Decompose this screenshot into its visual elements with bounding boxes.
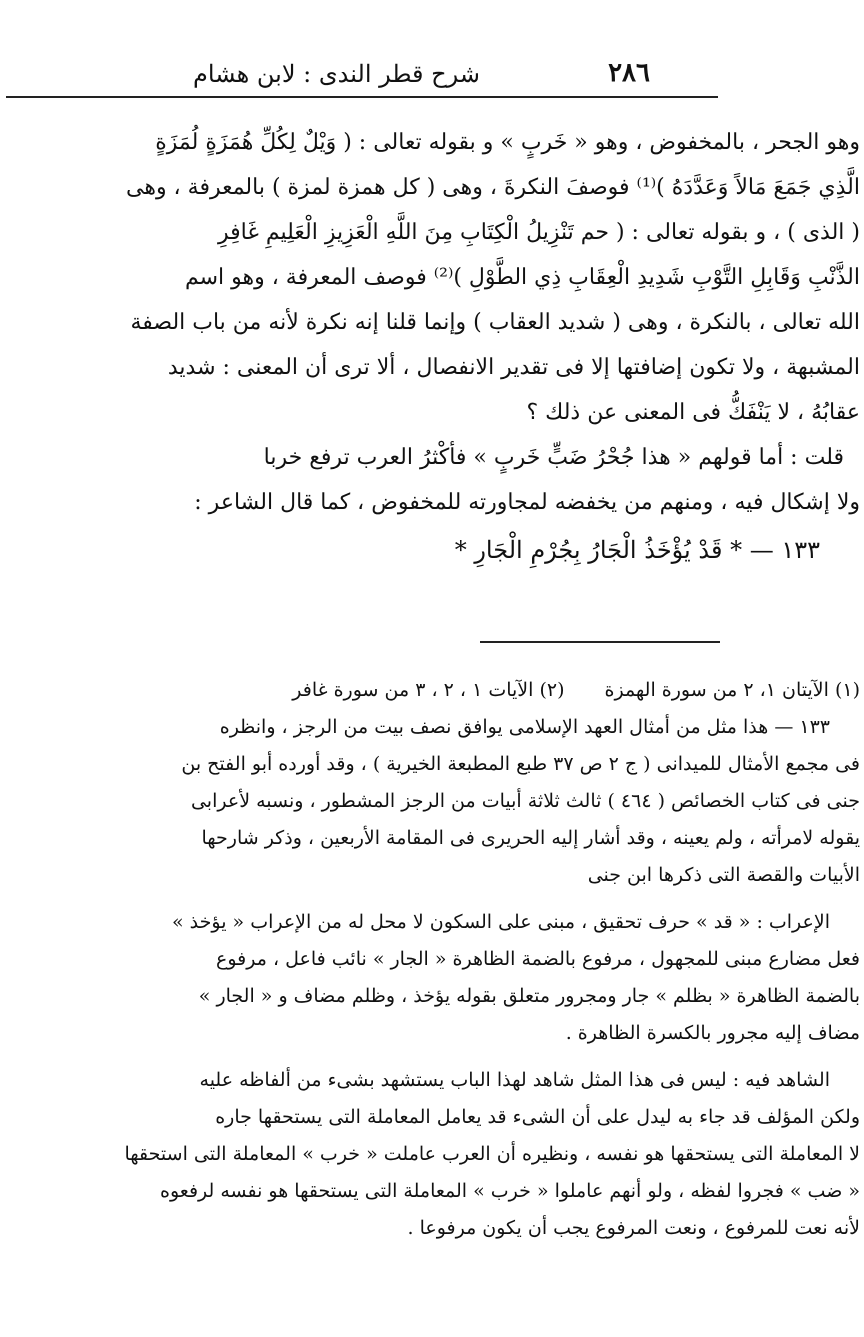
commentary-line: يقوله لامرأته ، ولم يعينه ، وقد أشار إليه الحريرى فى المقامة الأربعين ، وذكر شارحها [201, 827, 860, 849]
shahid-line: الشاهد فيه : ليس فى هذا المثل شاهد لهذا الباب يستشهد بشىء من ألفاظه عليه [199, 1069, 830, 1091]
header-divider [6, 96, 718, 98]
commentary-line: فى مجمع الأمثال للميدانى ( ج ٢ ص ٣٧ طبع المطبعة الخيرية ) ، وقد أورده أبو الفتح بن [181, 753, 860, 775]
running-title: شرح قطر الندى : لابن هشام [193, 60, 480, 88]
poetry-verse: ١٣٣ — * قَدْ يُؤْخَذُ الْجَارُ بِجُرْمِ الْجَارِ * [454, 536, 820, 564]
irab-line: بالضمة الظاهرة « بظلم » جار ومجرور متعلق بقوله يؤخذ ، وظلم مضاف و « الجار » [198, 985, 860, 1007]
shahid-line: ولكن المؤلف قد جاء به ليدل على أن الشىء قد يعامل المعاملة التى يستحقها جاره [215, 1106, 860, 1128]
irab-line: فعل مضارع مبنى للمجهول ، مرفوع بالضمة الظاهرة « الجار » نائب فاعل ، مرفوع [216, 948, 860, 970]
irab-line: الإعراب : « قد » حرف تحقيق ، مبنى على السكون لا محل له من الإعراب « يؤخذ » [172, 911, 830, 933]
text-line: ولا إشكال فيه ، ومنهم من يخفضه لمجاورته للمخفوض ، كما قال الشاعر : [194, 490, 860, 515]
shahid-line: « ضب » فجروا لفظه ، ولو أنهم عاملوا « خرب » المعاملة التى يستحقها هو نفسه لرفعوه [160, 1180, 860, 1202]
page-header [10, 52, 710, 92]
footnote-ref-1: (١) الآيتان ١، ٢ من سورة الهمزة [604, 679, 860, 701]
text-line: عقابُهُ ، لا يَنْفَكُّ فى المعنى عن ذلك ؟ [526, 400, 860, 425]
footnote-divider [480, 641, 720, 643]
page-number: ٢٨٦ [608, 58, 650, 88]
shahid-line: لا المعاملة التى يستحقها هو نفسه ، ونظيره أن العرب عاملت « خرب » المعاملة التى استحقها [124, 1143, 860, 1165]
text-line: قلت : أما قولهم « هذا جُحْرُ ضَبٍّ خَربٍ » فأكْثرُ العرب ترفع خربا [263, 445, 844, 470]
commentary-line: جنى فى كتاب الخصائص ( ٤٦٤ ) ثالث ثلاثة أبيات من الرجز المشطور ، ونسبه لأعرابى [190, 790, 860, 812]
text-line: الله تعالى ، بالنكرة ، وهى ( شديد العقاب ) وإنما قلنا إنه نكرة لأنه من باب الصفة [130, 310, 860, 335]
shahid-line: لأنه نعت للمرفوع ، ونعت المرفوع يجب أن يكون مرفوعا . [407, 1217, 860, 1239]
commentary-line: الأبيات والقصة التى ذكرها ابن جنى [587, 864, 860, 886]
text-line: ( الذى ) ، و بقوله تعالى : ( حم تَنْزِيلُ الْكِتَابِ مِنَ اللَّهِ الْعَزِيزِ الْعَلِيمِ غَافِرِ [217, 220, 860, 245]
text-line: وهو الجحر ، بالمخفوض ، وهو « خَربٍ » و بقوله تعالى : ( وَيْلٌ لِكُلِّ هُمَزَةٍ لُمَزَةٍ [155, 130, 860, 155]
footnote-references [8, 672, 860, 709]
main-text [8, 120, 860, 575]
commentary-line: ١٣٣ — هذا مثل من أمثال العهد الإسلامى يوافق نصف بيت من الرجز ، وانظره [219, 716, 830, 738]
irab-line: مضاف إليه مجرور بالكسرة الظاهرة . [565, 1022, 860, 1044]
text-line: الذَّنْبِ وَقَابِلِ التَّوْبِ شَدِيدِ الْعِقَابِ ذِي الطَّوْلِ )⁽²⁾ فوصف المعرفة ، وهو اسم [184, 265, 860, 290]
footnote-ref-2: (٢) الآيات ١ ، ٢ ، ٣ من سورة غافر [292, 679, 565, 701]
text-line: الَّذِي جَمَعَ مَالاً وَعَدَّدَهُ )⁽¹⁾ فوصفَ النكرةَ ، وهى ( كل همزة لمزة ) بالمعرفة ، وهى [126, 175, 860, 200]
footnotes [8, 672, 860, 1247]
text-line: المشبهة ، ولا تكون إضافتها إلا فى تقدير الانفصال ، ألا ترى أن المعنى : شديد [167, 355, 860, 380]
